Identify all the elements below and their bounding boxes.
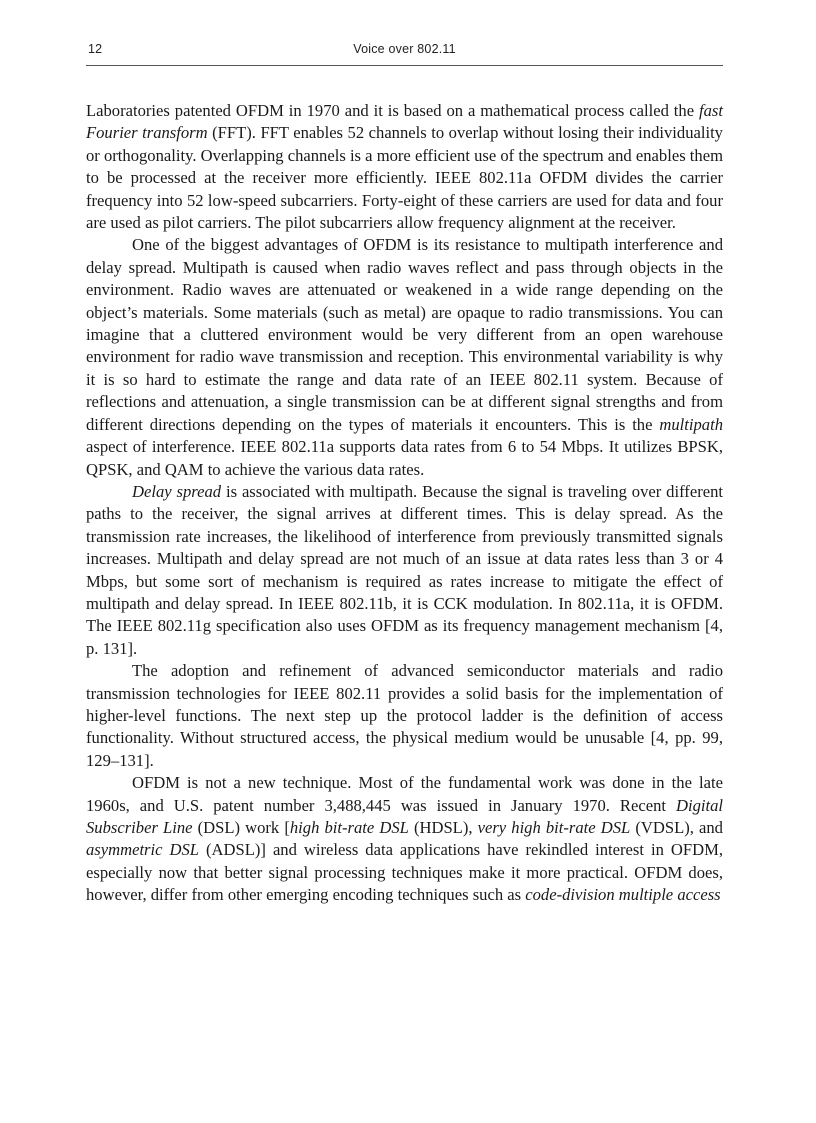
paragraph-4: The adoption and refinement of advanced semiconductor materials and radio transmission technologies for IEEE 802.11 provides a solid basis for the implementation of higher-level functions. The next step up the protocol ladder is the definition of access functionality. Without structured access, the physical medium would be unusable [4, pp. 99, 129–131]. (86, 661, 723, 770)
term-adsl: asymmetric DSL (86, 840, 200, 860)
paragraph-5: OFDM is not a new technique. Most of the fundamental work was done in the late 1960s, and U.S. patent number 3,488,445 was issued in January 1970. Recent Digital Subscriber Line (DSL) work [high bit-rate DSL (HDSL), very high bit-rate DSL (VDSL), and asymmetric DSL (ADSL)] and wireless data applications have rekindled interest in OFDM, especially now that better signal processing techniques make it more practical. OFDM does, however, differ from other emerging encoding techniques such as code-division multiple access (86, 773, 723, 905)
term-delay-spread: Delay spread (132, 481, 222, 501)
paragraph-3: Delay spread is associated with multipath. Because the signal is traveling over different paths to the receiver, the signal arrives at different times. This is delay spread. As the transmission rate increases, the likelihood of interference from previously transmitted signals increases. Multipath and delay spread are not much of an issue at data rates less than 3 or 4 Mbps, but some sort of mechanism is required as rates increase to mitigate the effect of multipath and delay spread. In IEEE 802.11b, it is CCK modulation. In 802.11a, it is OFDM. The IEEE 802.11g specification also uses OFDM as its frequency management mechanism [4, p. 131]. (86, 481, 723, 658)
term-dsl: Digital Subscriber Line (86, 795, 723, 837)
term-vdsl: very high bit-rate DSL (477, 818, 631, 837)
term-hdsl: high bit-rate DSL (289, 818, 409, 837)
paragraph-1: Laboratories patented OFDM in 1970 and it is based on a mathematical process called the fast Fourier transform (FFT). FFT enables 52 channels to overlap without losing their individuality or orthogonality. Overlapping channels is a more efficient use of the spectrum and enables them to be processed at the receiver more efficiently. IEEE 802.11a OFDM divides the carrier frequency into 52 low-speed subcarriers. Forty-eight of these carriers are used for data and four are used as pilot carriers. The pilot subcarriers allow frequency alignment at the receiver. (86, 101, 723, 233)
header-rule (86, 65, 723, 66)
page-number: 12 (88, 42, 103, 56)
running-title: Voice over 802.11 (353, 42, 456, 56)
page-header (86, 40, 723, 60)
term-multipath: multipath (659, 414, 723, 434)
term-fft: fast Fourier transform (86, 101, 723, 143)
paragraph-2: One of the biggest advantages of OFDM is its resistance to multipath interference and delay spread. Multipath is caused when radio waves reflect and pass through objects in the environment. Radio waves are attenuated or weakened in a wide range depending on the object’s materials. Some materials (such as metal) are opaque to radio transmissions. You can imagine that a cluttered environment would be very different from an open warehouse environment for radio wave transmission and reception. This environmental variability is why it is so hard to estimate the range and data rate of an IEEE 802.11 system. Because of reflections and attenuation, a single transmission can be at different signal strengths and from different directions depending on the types of materials it encounters. This is the multipath aspect of interference. IEEE 802.11a supports data rates from 6 to 54 Mbps. It utilizes BPSK, QPSK, and QAM to achieve the various data rates. (86, 235, 723, 479)
term-cdma: code-division multiple access (525, 885, 721, 905)
body-text (86, 100, 723, 907)
